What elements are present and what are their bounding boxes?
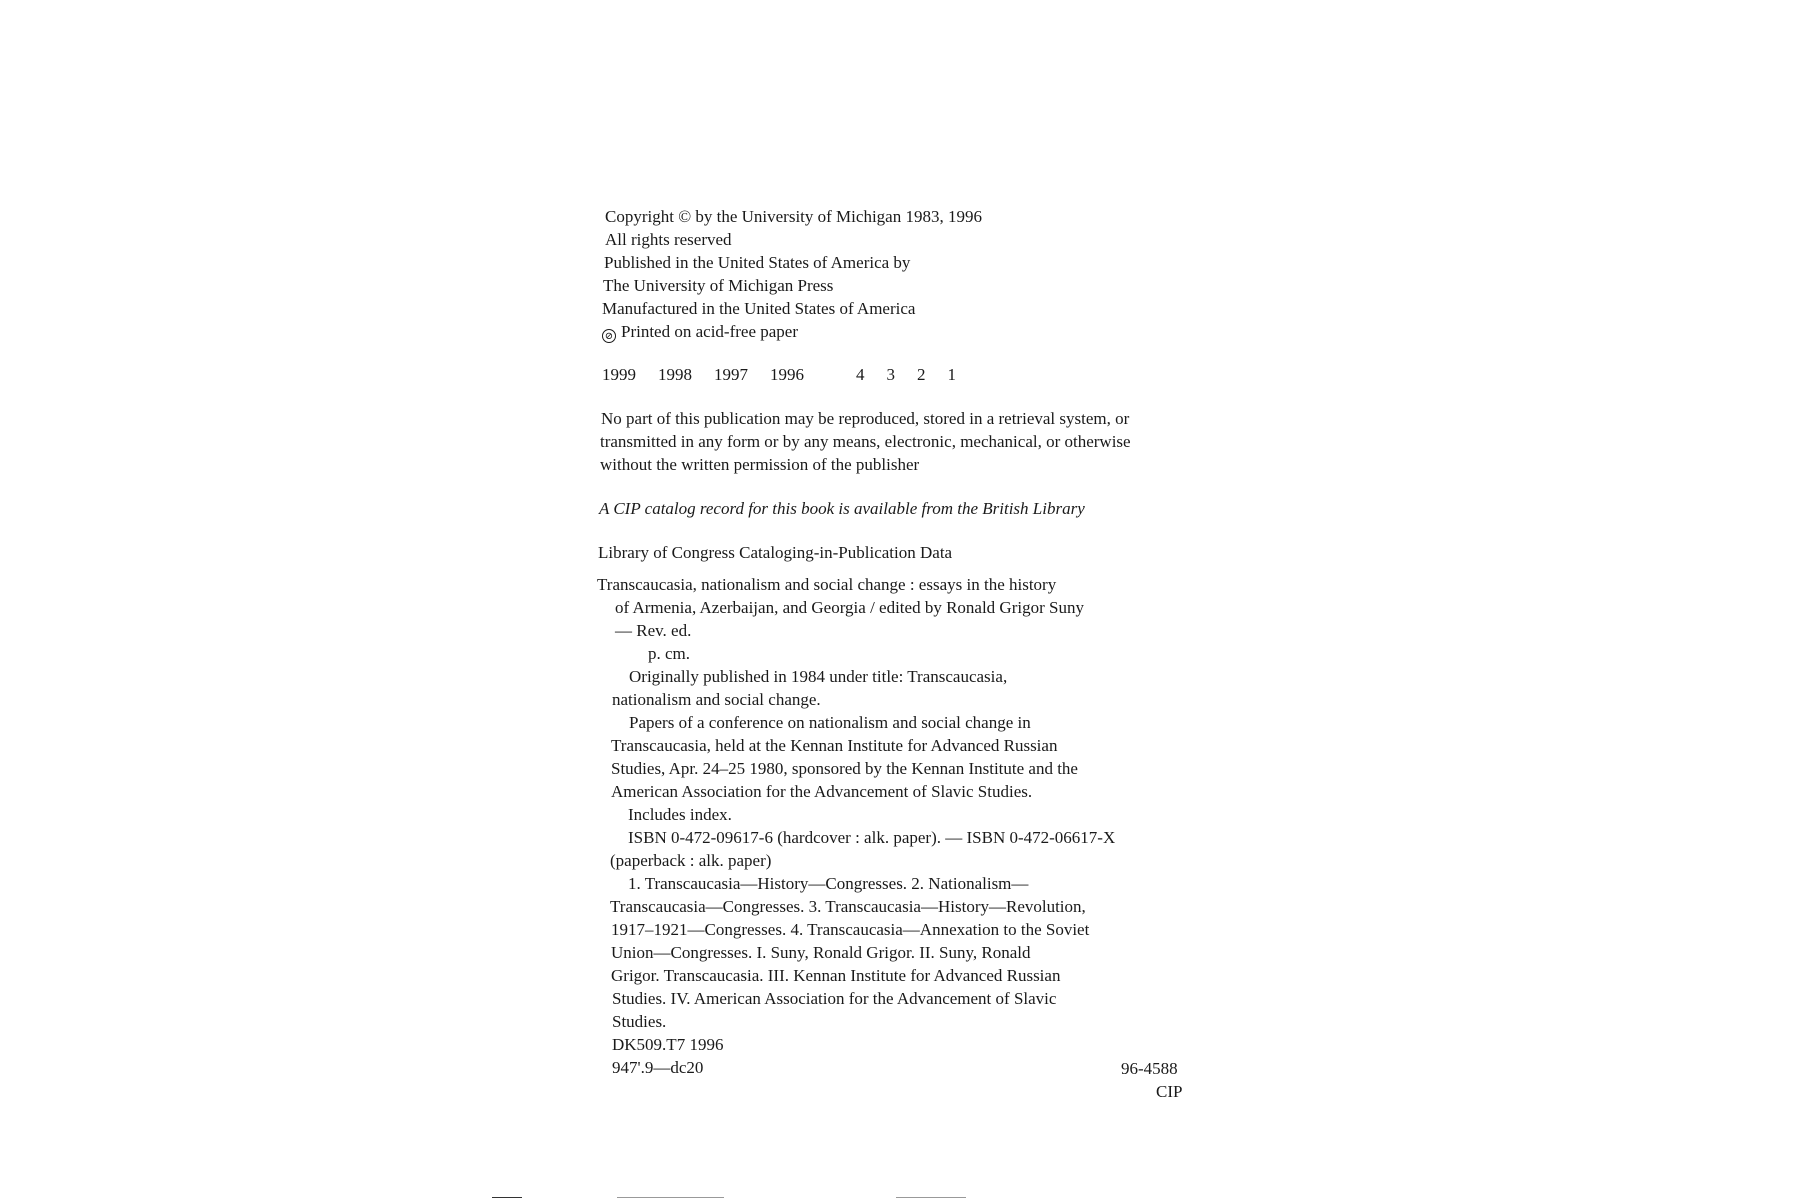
printing-year: 1997 [714, 365, 748, 384]
printing-impression: 1 [947, 365, 956, 384]
cip-subjects-line: Transcaucasia—Congresses. 3. Transcaucasia—History—Revolution, [610, 897, 1086, 916]
cip-edition: — Rev. ed. [615, 621, 692, 640]
cip-lccn: 96-4588 [1121, 1059, 1178, 1078]
rights-statement-line: No part of this publication may be reproduced, stored in a retrieval system, or [601, 409, 1130, 428]
cip-note: Originally published in 1984 under title: Transcaucasia, [629, 667, 1008, 686]
rights-statement-line: without the written permission of the publisher [600, 455, 920, 474]
cip-note: Papers of a conference on nationalism and social change in [629, 713, 1031, 732]
copyright-line: Copyright © by the University of Michigan 1983, 1996 [605, 207, 982, 226]
cip-subjects-line: Union—Congresses. I. Suny, Ronald Grigor. II. Suny, Ronald [611, 943, 1031, 962]
printing-line [602, 365, 978, 385]
cip-isbn-line: (paperback : alk. paper) [610, 851, 772, 870]
cip-title-line: of Armenia, Azerbaijan, and Georgia / edited by Ronald Grigor Suny [615, 598, 1084, 617]
cip-dewey-number: 947'.9—dc20 [612, 1058, 704, 1077]
cip-subjects-line: Grigor. Transcaucasia. III. Kennan Institute for Advanced Russian [611, 966, 1061, 985]
publisher-name-line: The University of Michigan Press [603, 276, 834, 295]
acid-free-text: Printed on acid-free paper [621, 322, 798, 341]
cip-subjects-line: Studies. IV. American Association for the Advancement of Slavic [612, 989, 1057, 1008]
cip-title-line: Transcaucasia, nationalism and social change : essays in the history [597, 575, 1057, 594]
loc-cip-heading: Library of Congress Cataloging-in-Publication Data [598, 543, 953, 562]
cip-note: nationalism and social change. [612, 690, 821, 709]
british-library-cip-line: A CIP catalog record for this book is available from the British Library [599, 499, 1085, 518]
published-by-line: Published in the United States of America by [604, 253, 911, 272]
printing-impression: 3 [886, 365, 895, 384]
cip-label: CIP [1156, 1082, 1183, 1101]
cip-subjects-line: Studies. [612, 1012, 667, 1031]
acid-free-line [602, 322, 798, 343]
cip-pagination: p. cm. [648, 644, 691, 663]
cip-index-note: Includes index. [628, 805, 732, 824]
manufactured-line: Manufactured in the United States of America [602, 299, 916, 318]
printing-impression: 4 [856, 365, 865, 384]
scan-rule [896, 1197, 966, 1198]
rights-statement-line: transmitted in any form or by any means, electronic, mechanical, or otherwise [600, 432, 1131, 451]
cip-subjects-line: 1. Transcaucasia—History—Congresses. 2. Nationalism— [628, 874, 1029, 893]
scan-rule [617, 1197, 724, 1198]
printing-year: 1999 [602, 365, 636, 384]
printing-year: 1996 [770, 365, 804, 384]
printing-impression: 2 [917, 365, 926, 384]
cip-subjects-line: 1917–1921—Congresses. 4. Transcaucasia—Annexation to the Soviet [611, 920, 1090, 939]
rights-reserved-line: All rights reserved [605, 230, 732, 249]
cip-note: American Association for the Advancement of Slavic Studies. [611, 782, 1033, 801]
scan-rule [492, 1197, 522, 1198]
cip-note: Transcaucasia, held at the Kennan Institute for Advanced Russian [611, 736, 1058, 755]
cip-call-number: DK509.T7 1996 [612, 1035, 724, 1054]
printing-year: 1998 [658, 365, 692, 384]
acid-free-paper-icon: ⊘ [602, 329, 616, 343]
cip-note: Studies, Apr. 24–25 1980, sponsored by the Kennan Institute and the [611, 759, 1078, 778]
cip-isbn-line: ISBN 0-472-09617-6 (hardcover : alk. paper). — ISBN 0-472-06617-X [628, 828, 1116, 847]
